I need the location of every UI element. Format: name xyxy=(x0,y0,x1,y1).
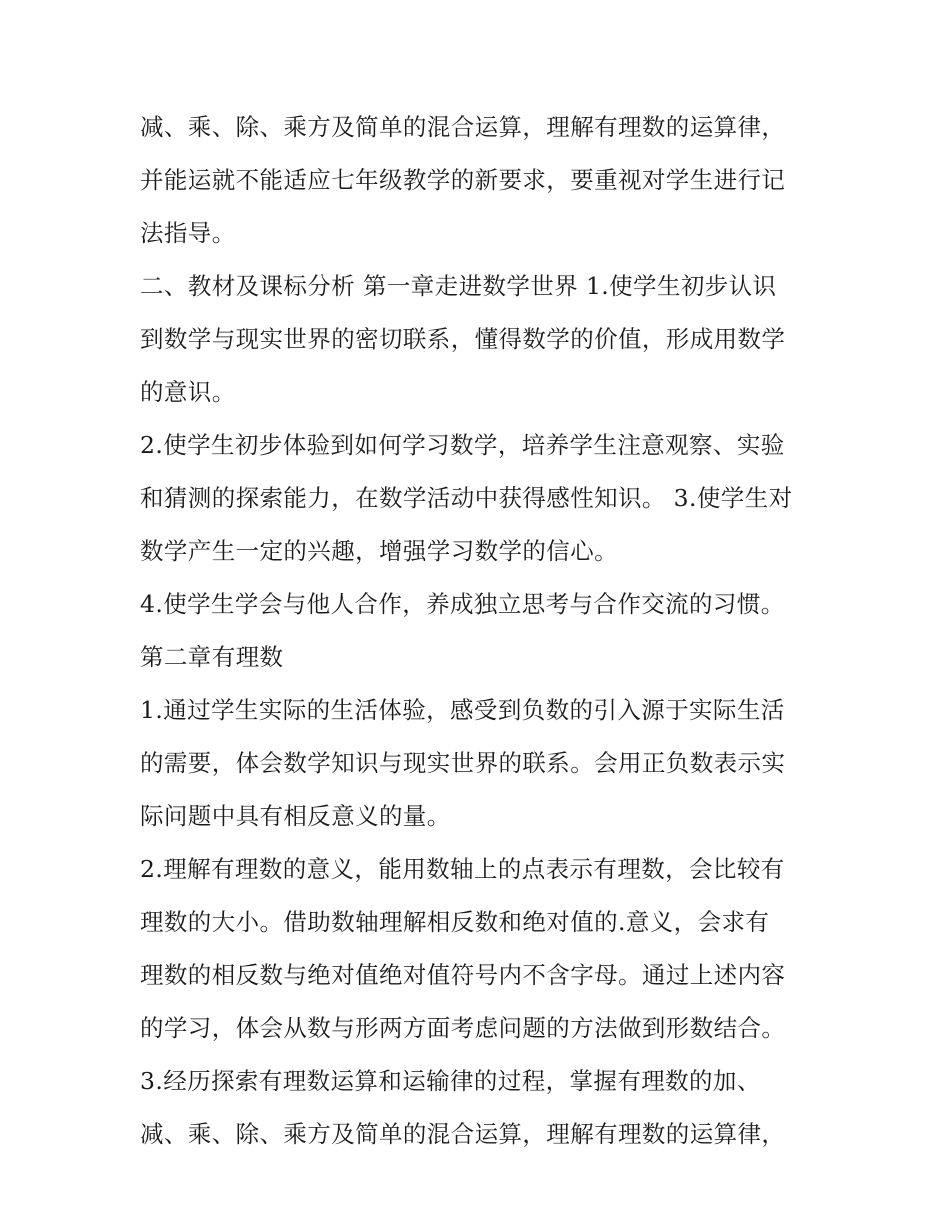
section-heading: 第二章有理数 xyxy=(140,643,284,671)
text-line: 的需要，体会数学知识与现实世界的联系。会用正负数表示实 xyxy=(140,749,786,777)
text-line: 二、教材及课标分析 第一章走进数学世界 1.使学生初步认识 xyxy=(140,272,777,300)
text-line: 并能运就不能适应七年级教学的新要求，要重视对学生进行记 xyxy=(140,166,786,194)
text-line: 的学习，体会从数与形两方面考虑问题的方法做到形数结合。 xyxy=(140,1014,786,1042)
text-line: 际问题中具有相反意义的量。 xyxy=(140,802,451,830)
text-line: 理数的大小。借助数轴理解相反数和绝对值的.意义，会求有 xyxy=(140,908,770,936)
text-line: 减、乘、除、乘方及简单的混合运算，理解有理数的运算律， xyxy=(140,113,786,141)
text-line: 1.通过学生实际的生活体验，感受到负数的引入源于实际生活 xyxy=(140,696,785,724)
text-line: 2.使学生初步体验到如何学习数学，培养学生注意观察、实验 xyxy=(140,431,785,459)
text-line: 2.理解有理数的意义，能用数轴上的点表示有理数，会比较有 xyxy=(140,855,785,883)
text-line: 和猜测的探索能力，在数学活动中获得感性知识。 3.使学生对 xyxy=(140,484,793,512)
text-line: 的意识。 xyxy=(140,378,236,406)
text-line: 数学产生一定的兴趣，增强学习数学的信心。 xyxy=(140,537,618,565)
text-line: 到数学与现实世界的密切联系，懂得数学的价值，形成用数学 xyxy=(140,325,786,353)
text-line: 4.使学生学会与他人合作，养成独立思考与合作交流的习惯。 xyxy=(140,590,785,618)
text-line: 3.经历探索有理数运算和运输律的过程，掌握有理数的加、 xyxy=(140,1067,761,1095)
text-line: 减、乘、除、乘方及简单的混合运算，理解有理数的运算律， xyxy=(140,1120,786,1148)
text-line: 法指导。 xyxy=(140,219,236,247)
text-line: 理数的相反数与绝对值绝对值符号内不含字母。通过上述内容 xyxy=(140,961,786,989)
